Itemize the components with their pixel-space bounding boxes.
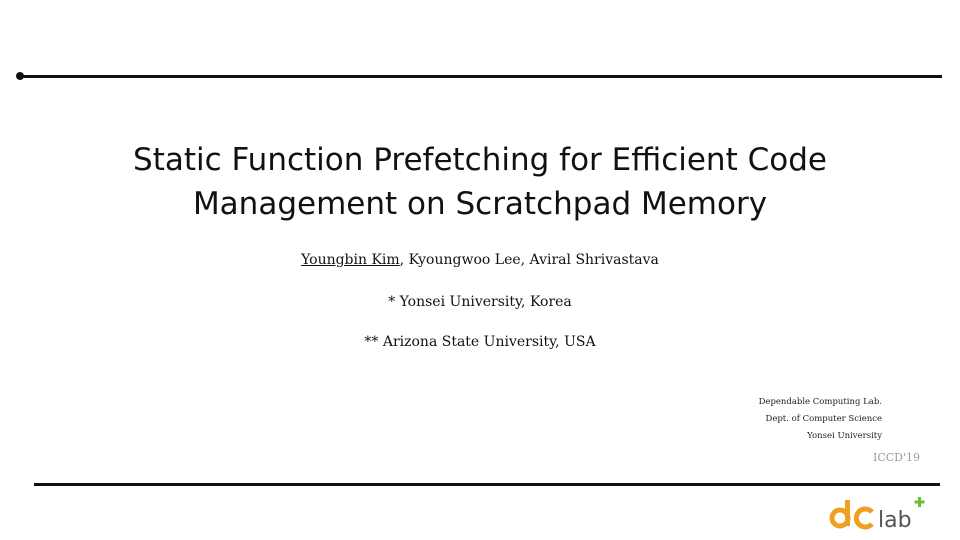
lab-info [759, 394, 882, 445]
dclab-logo [828, 494, 928, 534]
lab-name: Dependable Computing Lab. [758, 397, 882, 407]
presenter-name: Youngbin Kim [301, 252, 400, 268]
affiliation-yonsei: * Yonsei University, Korea [388, 294, 572, 310]
lab-university: Yonsei University [807, 431, 882, 441]
slide-title [60, 138, 900, 226]
slide-title-line-2: Management on Scratchpad Memory [192, 186, 768, 222]
top-rule [20, 75, 942, 78]
logo-plus-horizontal [915, 501, 925, 504]
slide-title-line-1: Static Function Prefetching for Efficient Code [133, 142, 827, 178]
logo-text: lab [878, 508, 912, 533]
author-list [180, 252, 780, 268]
bottom-rule [34, 483, 940, 486]
affiliation-asu: ** Arizona State University, USA [364, 334, 596, 350]
conference-label: ICCD'19 [872, 451, 920, 464]
logo-c-mark [856, 509, 872, 527]
co-authors: , Kyoungwoo Lee, Aviral Shrivastava [399, 252, 659, 268]
logo-d-stem [845, 500, 850, 526]
lab-department: Dept. of Computer Science [765, 414, 882, 424]
